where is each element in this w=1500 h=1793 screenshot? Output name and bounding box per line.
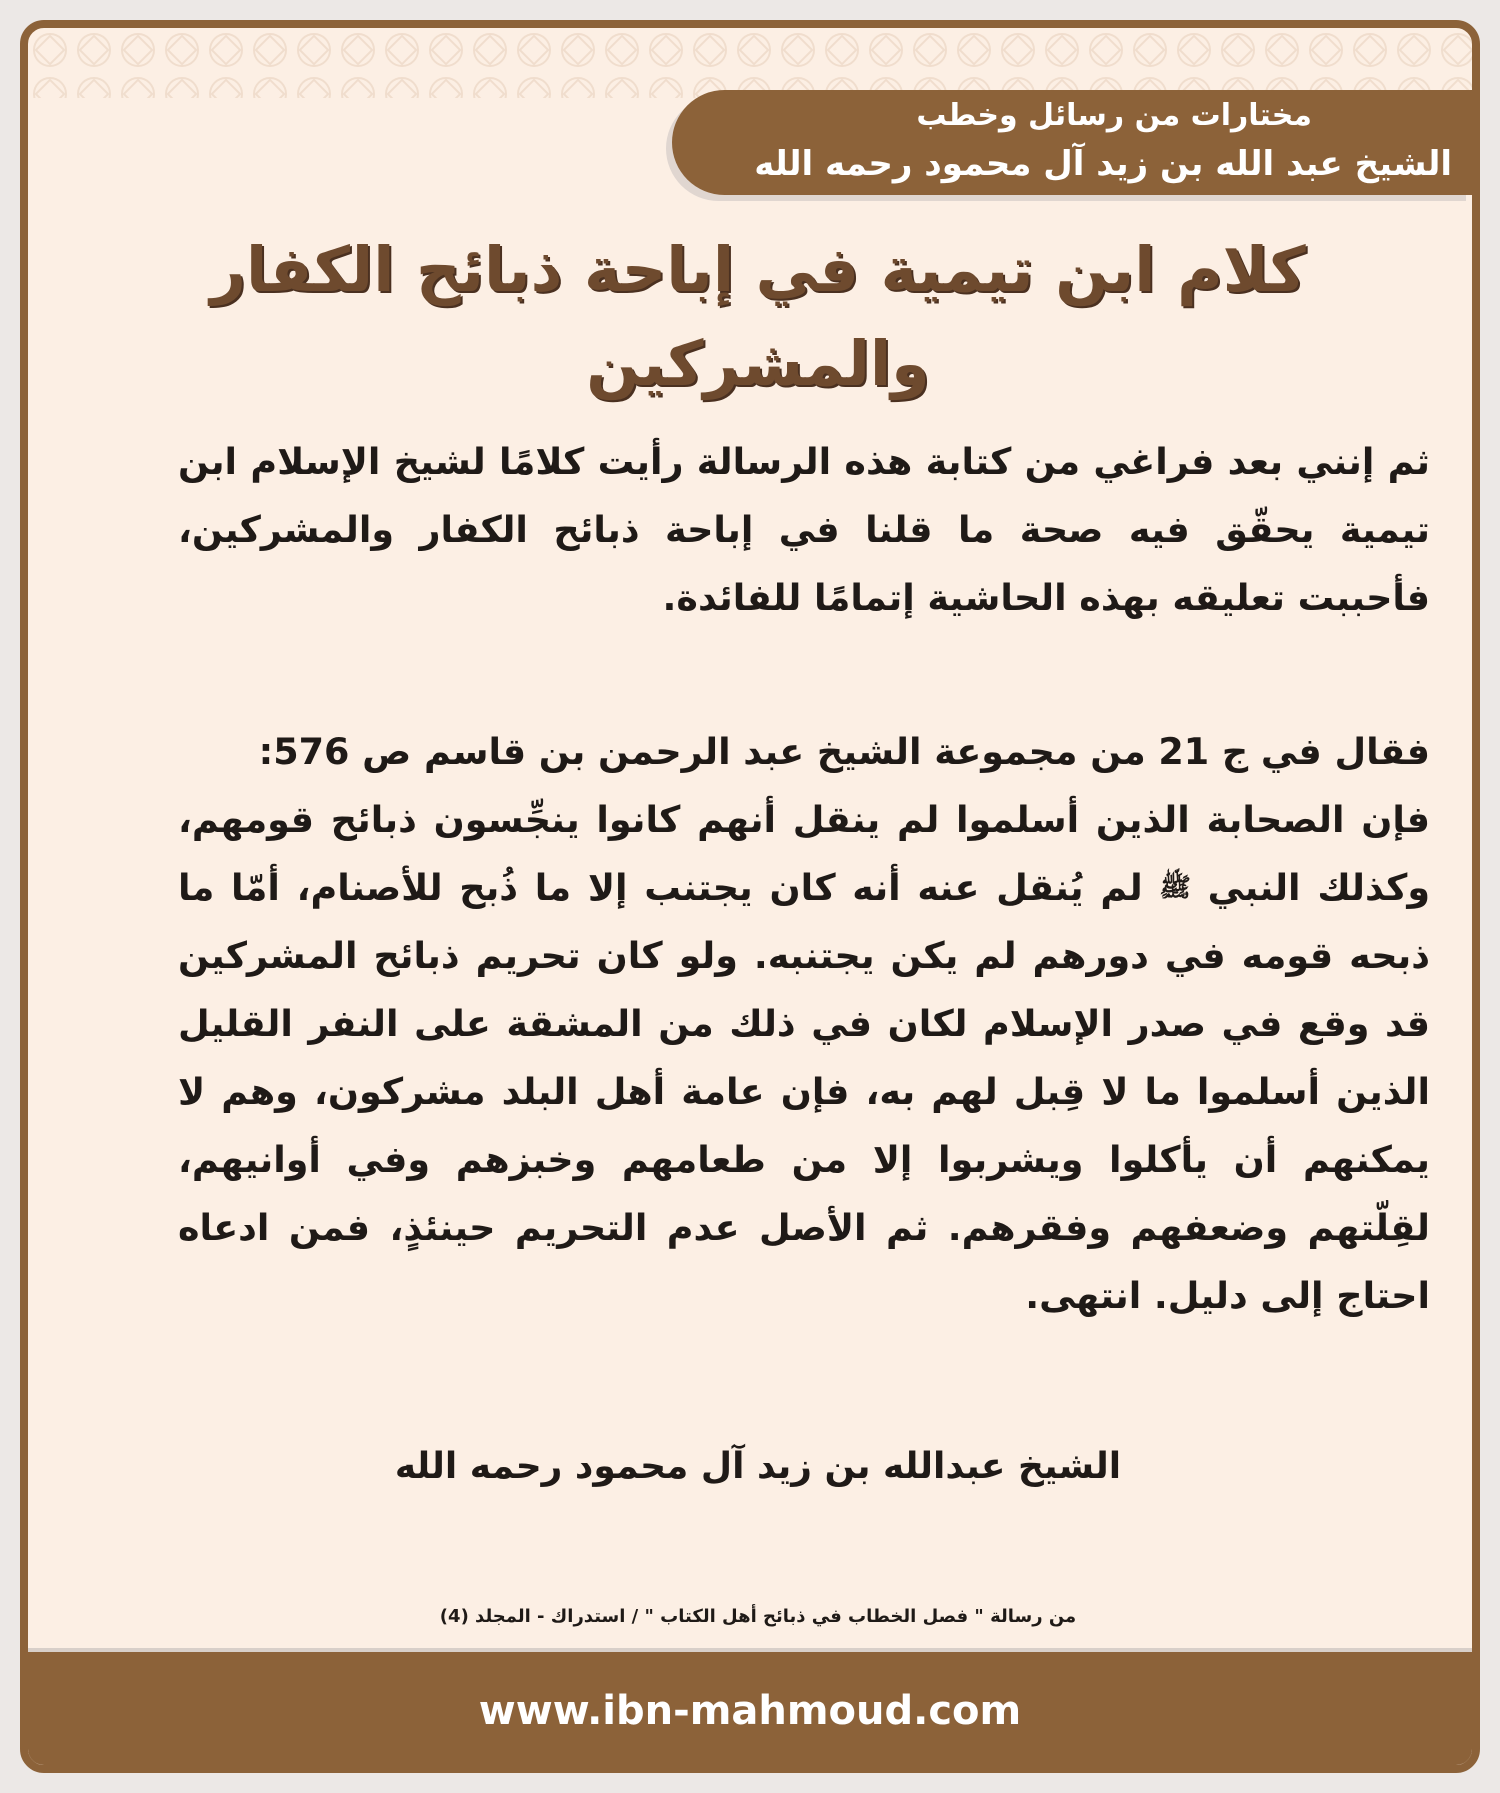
header-author-name: الشيخ عبد الله بن زيد آل محمود رحمه الله [754, 144, 1452, 184]
header-banner [672, 90, 1472, 195]
ornamental-pattern [28, 28, 1472, 98]
quote-reference: فقال في ج 21 من مجموعة الشيخ عبد الرحمن بن قاسم ص 576: [258, 730, 1430, 773]
signature: الشيخ عبدالله بن زيد آل محمود رحمه الله [394, 1446, 1122, 1487]
website-link[interactable]: www.ibn-mahmoud.com [478, 1688, 1022, 1734]
quote-body [178, 786, 1430, 1330]
quote-text-part2: لم يُنقل عنه أنه كان يجتنب إلا ما ذُبح للأصنام، أمّا ما ذبحه قومه في دورهم لم يكن يجتنبه. ولو كان تحريم ذبائح المشركين قد وقع في صدر الإسلام لكان في ذلك من المشقة على النفر القليل الذين أسلموا ما لا قِبل لهم به، فإن عامة أهل البلد مشركون، وهم لا يمكنهم أن يأكلوا ويشربوا إلا من طعامهم وخبزهم وفي أوانيهم، لقِلّتهم وضعفهم وفقرهم. ثم الأصل عدم التحريم حينئذٍ، فمن ادعاه احتاج إلى دليل. انتهى. [178, 866, 1430, 1317]
paragraph-quote [178, 718, 1430, 1330]
paragraph-intro: ثم إنني بعد فراغي من كتابة هذه الرسالة رأيت كلامًا لشيخ الإسلام ابن تيمية يحقّق فيه صحة ما قلنا في إباحة ذبائح الكفار والمشركين، فأحببت تعليقه بهذه الحاشية إتمامًا للفائدة. [178, 440, 1430, 619]
source-citation: من رسالة " فصل الخطاب في ذبائح أهل الكتاب " / استدراك - المجلد (4) [439, 1606, 1077, 1627]
footer-bar [28, 1652, 1472, 1773]
header-collection-title: مختارات من رسائل وخطب [916, 98, 1312, 133]
salawat-glyph: ﷺ [1159, 873, 1191, 903]
quote-text-part1: فإن الصحابة الذين أسلموا لم ينقل أنهم كانوا ينجِّسون ذبائح قومهم، وكذلك النبي [178, 798, 1431, 909]
page-title: كلام ابن تيمية في إباحة ذبائح الكفار والمشركين [210, 233, 1306, 400]
document-card [20, 20, 1480, 1773]
